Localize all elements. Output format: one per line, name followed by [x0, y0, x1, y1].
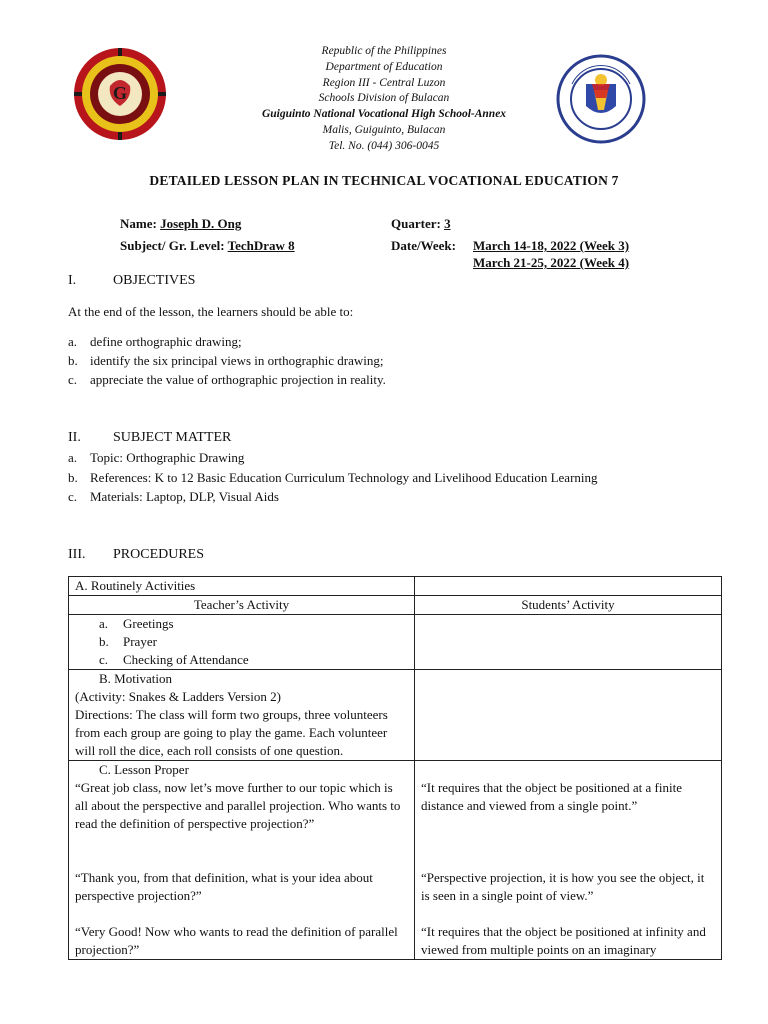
header-line: Region III - Central Luzon [322, 76, 446, 89]
subject-field [120, 238, 295, 254]
list-item [93, 615, 408, 633]
list-item [93, 633, 408, 651]
objective-item: identify the six principal views in orthographic drawing; [90, 353, 384, 368]
subject-item-marker: c. [68, 489, 78, 504]
list-text: Checking of Attendance [123, 652, 249, 667]
school-seal-logo [72, 46, 168, 142]
date-value-2: March 21-25, 2022 (Week 4) [473, 255, 630, 270]
table-row [69, 596, 722, 615]
objective-item: define orthographic drawing; [90, 334, 242, 349]
subject-value: TechDraw 8 [227, 238, 295, 253]
routinely-activities-heading: A. Routinely Activities [69, 577, 415, 596]
objective-item-marker: c. [68, 372, 78, 387]
subject-item-marker: a. [68, 450, 78, 465]
list-item [93, 651, 408, 669]
subject-matter-numeral: II. [68, 430, 81, 445]
teacher-line-2: “Thank you, from that definition, what is your idea about perspective projection?” [75, 870, 373, 903]
list-marker: a. [99, 616, 109, 631]
date-field [391, 238, 456, 254]
table-row [69, 761, 722, 960]
lesson-proper-heading: C. Lesson Proper [99, 762, 189, 777]
name-field [120, 216, 241, 232]
procedures-table [68, 576, 722, 960]
objective-item-marker: b. [68, 353, 78, 368]
letterhead [200, 44, 568, 155]
list-marker: c. [99, 652, 109, 667]
list-text: Prayer [123, 634, 157, 649]
school-name: Guiguinto National Vocational High School-Annex [261, 108, 507, 121]
subject-item-marker: b. [68, 470, 78, 485]
table-row [69, 615, 722, 670]
motivation-heading: B. Motivation [99, 671, 172, 686]
table-row [69, 577, 722, 596]
table-row [69, 670, 722, 761]
quarter-field [391, 216, 451, 232]
procedures-heading: PROCEDURES [113, 547, 205, 562]
teacher-line-1: “Great job class, now let’s move further to our topic which is all about the perspective and parallel projection. Who wants to read the definition of perspective projection?” [75, 780, 401, 831]
teacher-line-3: “Very Good! Now who wants to read the definition of parallel projection?” [75, 924, 398, 957]
objectives-intro: At the end of the lesson, the learners should be able to: [68, 304, 354, 319]
empty-cell [415, 670, 722, 761]
students-activity-header: Students’ Activity [415, 596, 722, 615]
date-value-1: March 14-18, 2022 (Week 3) [473, 238, 630, 253]
svg-text:G: G [112, 83, 128, 103]
subject-label: Subject/ Gr. Level: [120, 238, 225, 253]
school-address: Malis, Guiguinto, Bulacan [322, 123, 446, 136]
empty-cell [415, 577, 722, 596]
subject-item: Materials: Laptop, DLP, Visual Aids [90, 489, 279, 504]
motivation-activity: (Activity: Snakes & Ladders Version 2) [75, 689, 281, 704]
subject-item: Topic: Orthographic Drawing [90, 450, 245, 465]
date-value-week3 [473, 238, 629, 254]
list-text: Greetings [123, 616, 174, 631]
date-label: Date/Week: [391, 238, 456, 253]
objective-item: appreciate the value of orthographic projection in reality. [90, 372, 386, 387]
motivation-cell [69, 670, 415, 761]
list-marker: b. [99, 634, 109, 649]
objectives-numeral: I. [68, 273, 77, 288]
header-line: Schools Division of Bulacan [318, 92, 450, 105]
date-value-week4 [473, 255, 629, 271]
motivation-directions: Directions: The class will form two groups, three volunteers from each group are going to play the game. Each volunteer will roll the dice, each roll consists of one question. [75, 707, 388, 758]
document-title: DETAILED LESSON PLAN IN TECHNICAL VOCATIONAL EDUCATION 7 [149, 173, 619, 188]
lesson-proper-students-cell [415, 761, 722, 960]
subject-matter-heading: SUBJECT MATTER [113, 430, 232, 445]
student-line-3: “It requires that the object be positioned at infinity and viewed from multiple points on an imaginary [421, 924, 706, 957]
objectives-heading: OBJECTIVES [113, 273, 196, 288]
routine-list [69, 615, 415, 670]
school-telephone: Tel. No. (044) 306-0045 [328, 139, 440, 152]
header-line: Department of Education [325, 60, 443, 73]
name-label: Name: [120, 216, 157, 231]
teacher-activity-header: Teacher’s Activity [69, 596, 415, 615]
subject-item: References: K to 12 Basic Education Curriculum Technology and Livelihood Education Learning [90, 470, 598, 485]
header-line: Republic of the Philippines [321, 45, 447, 57]
quarter-label: Quarter: [391, 216, 441, 231]
quarter-value: 3 [444, 216, 451, 231]
student-line-1: “It requires that the object be positioned at a finite distance and viewed from a single point.” [421, 780, 682, 813]
procedures-numeral: III. [68, 547, 86, 562]
name-value: Joseph D. Ong [160, 216, 242, 231]
objective-item-marker: a. [68, 334, 78, 349]
lesson-proper-teacher-cell [69, 761, 415, 960]
student-line-2: “Perspective projection, it is how you see the object, it is seen in a single point of view.” [421, 870, 705, 903]
empty-cell [415, 615, 722, 670]
